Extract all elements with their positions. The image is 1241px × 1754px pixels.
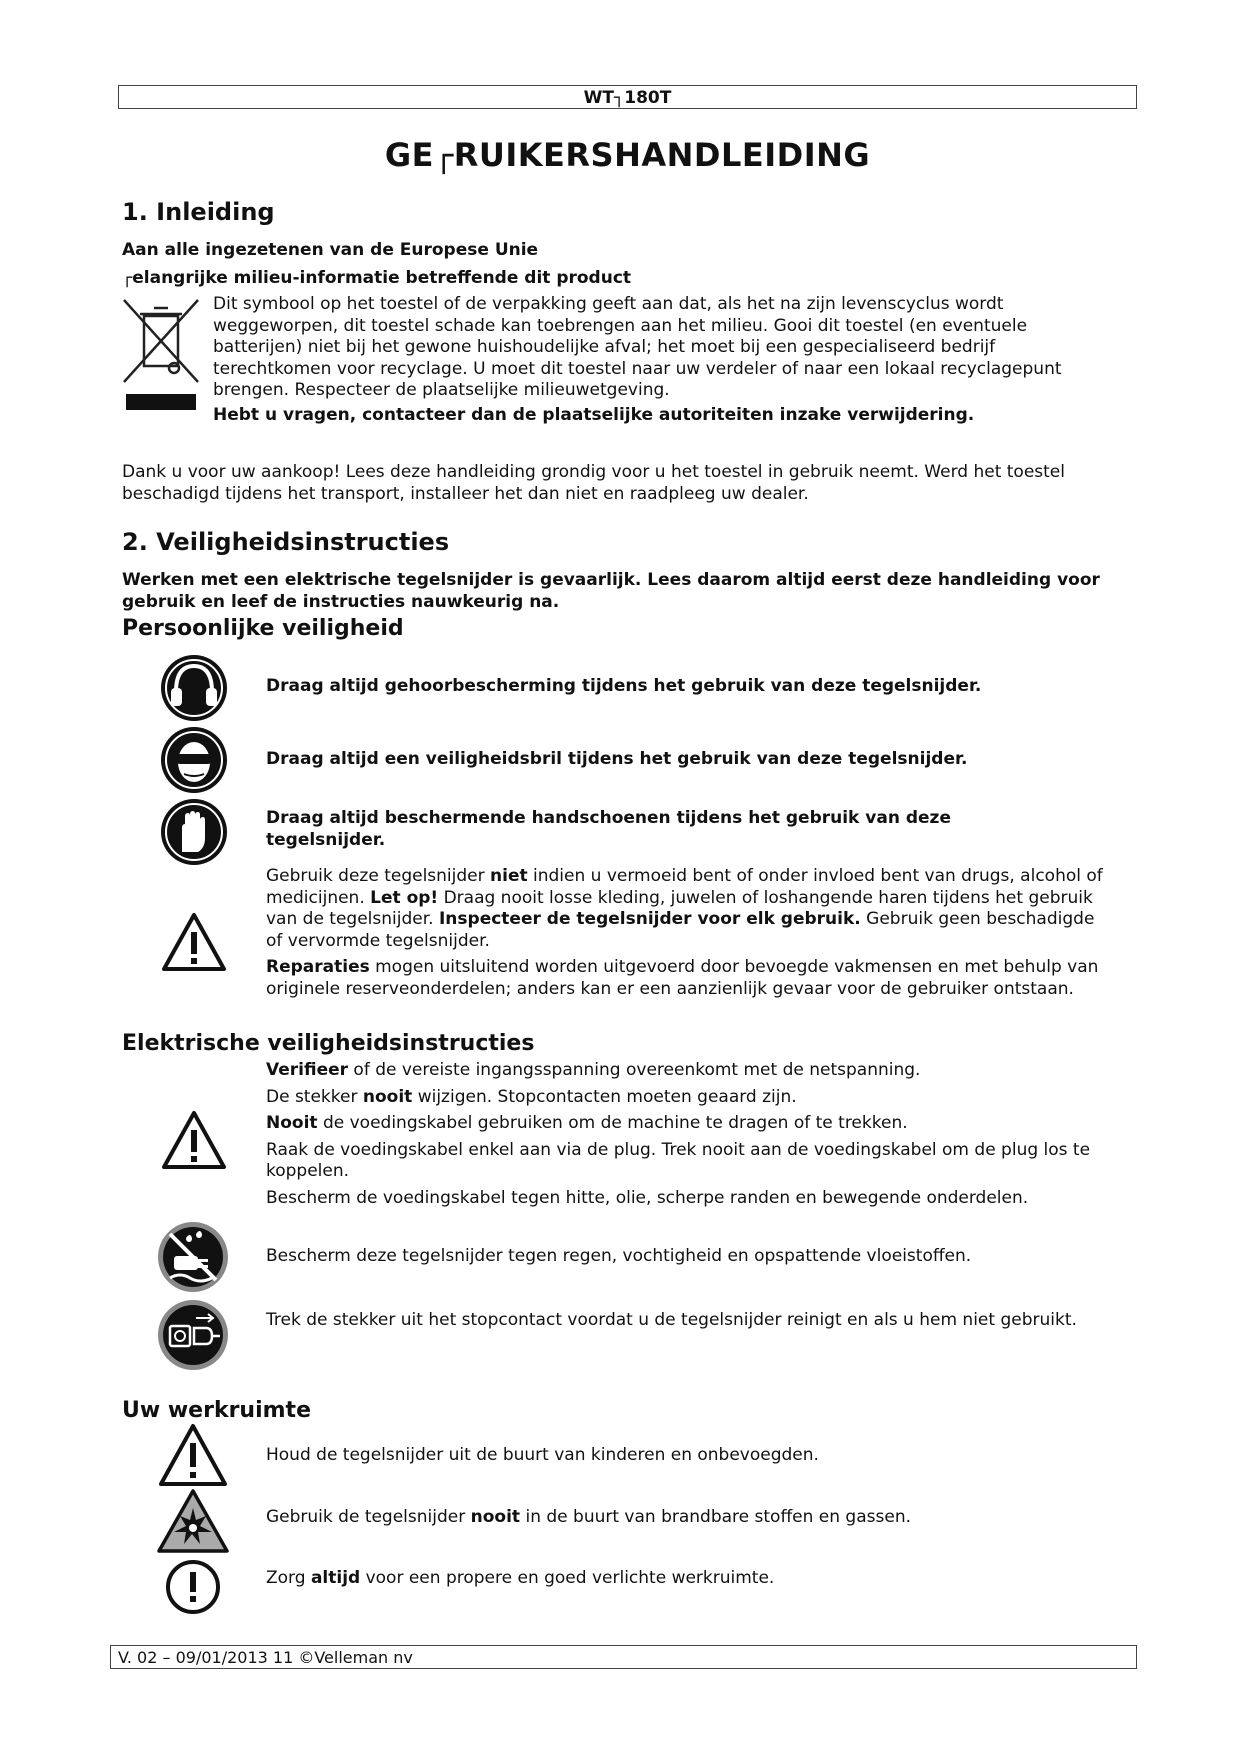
personal-heading: Persoonlijke veiligheid — [122, 616, 404, 641]
section2-intro: Werken met een elektrische tegelsnijder is gevaarlijk. Lees daarom altijd eerst deze handleiding voor gebruik en leef de instructies nauwkeurig na. — [122, 570, 1100, 612]
warning-paragraph-1: Gebruik deze tegelsnijder niet indien u vermoeid bent of onder invloed bent van drugs, alcohol of medicijnen. Let op! Draag nooit losse kleding, juwelen of loshangende haren tijdens het gebruik van de tegelsnijder. Inspecteer de tegelsnijder voor elk gebruik. Gebruik geen beschadigde of vervormde tegelsnijder. — [266, 866, 1103, 951]
workspace-warning-triangle-icon — [158, 1423, 228, 1487]
attention-circle-icon — [164, 1558, 222, 1616]
section1-heading: 1. Inleiding — [122, 198, 275, 226]
warning-triangle-icon — [161, 912, 227, 972]
page-title: GE┌RUIKERSHANDLEIDING — [384, 136, 871, 174]
flammable-text: Gebruik de tegelsnijder nooit in de buurt van brandbare stoffen en gassen. — [266, 1507, 911, 1527]
goggles-text: Draag altijd een veiligheidsbril tijdens het gebruik van deze tegelsnijder. — [266, 749, 968, 769]
warning-paragraph-2: Reparaties mogen uitsluitend worden uitgevoerd door bevoegde vakmensen en met behulp van originele reserveonderdelen; anders kan er een aanzienlijk gevaar voor de gebruiker ontstaan. — [266, 957, 1099, 999]
electric-heading: Elektrische veiligheidsinstructies — [122, 1031, 535, 1056]
clean-workspace-text: Zorg altijd voor een propere en goed verlichte werkruimte. — [266, 1568, 775, 1588]
workspace-heading: Uw werkruimte — [122, 1398, 311, 1423]
electric-item-2: De stekker nooit wijzigen. Stopcontacten moeten geaard zijn. — [266, 1086, 797, 1107]
thanks-text: Dank u voor uw aankoop! Lees deze handleiding grondig voor u het toestel in gebruik neemt. Werd het toestel beschadigd tijdens het transport, installeer het dan niet en raadpleeg uw dealer. — [122, 462, 1065, 504]
hearing-protection-icon — [160, 654, 228, 722]
electric-item-5: Bescherm de voedingskabel tegen hitte, olie, scherpe randen en bewegende onderdelen. — [266, 1187, 1029, 1208]
hearing-text: Draag altijd gehoorbescherming tijdens het gebruik van deze tegelsnijder. — [266, 676, 982, 696]
rain-protection-icon — [156, 1220, 230, 1294]
env-heading: ┌elangrijke milieu-informatie betreffende dit product — [122, 268, 632, 288]
weee-bold: Hebt u vragen, contacteer dan de plaatselijke autoriteiten inzake verwijdering. — [213, 405, 975, 425]
section2-heading: 2. Veiligheidsinstructies — [122, 528, 450, 556]
unplug-text: Trek de stekker uit het stopcontact voordat u de tegelsnijder reinigt en als u hem niet gebruikt. — [266, 1310, 1077, 1330]
header-model: WT┐180T — [583, 88, 672, 108]
electric-warning-triangle-icon — [161, 1110, 227, 1170]
electric-instructions-block — [266, 1060, 1106, 1214]
weee-text: Dit symbool op het toestel of de verpakking geeft aan dat, als het na zijn levenscyclus wordt weggeworpen, dit toestel schade kan toebrengen aan het milieu. Gooi dit toestel (en eventuele batterijen) niet bij het gewone huishoudelijke afval; het moet bij een gespecialiseerd bedrijf terechtkomen voor recyclage. U moet dit toestel naar uw verdeler of naar een lokaal recyclagepunt brengen. Respecteer de plaatselijke milieuwetgeving. — [213, 294, 1062, 400]
personal-warning-block — [266, 866, 1106, 1005]
gloves-text: Draag altijd beschermende handschoenen tijdens het gebruik van deze tegelsnijder. — [266, 808, 951, 850]
electric-item-1: Verifieer of de vereiste ingangsspanning overeenkomt met de netspanning. — [266, 1060, 921, 1080]
rain-text: Bescherm deze tegelsnijder tegen regen, vochtigheid en opspattende vloeistoffen. — [266, 1246, 972, 1266]
children-text: Houd de tegelsnijder uit de buurt van kinderen en onbevoegden. — [266, 1445, 819, 1465]
electric-item-3: Nooit de voedingskabel gebruiken om de machine te dragen of te trekken. — [266, 1113, 908, 1133]
protective-gloves-icon — [160, 798, 228, 866]
footer-text: V. 02 – 09/01/2013 11 ©Velleman nv — [118, 1648, 413, 1667]
weee-bin-icon — [122, 296, 200, 414]
eu-heading: Aan alle ingezetenen van de Europese Unie — [122, 240, 539, 260]
explosion-hazard-icon — [156, 1488, 230, 1554]
safety-goggles-icon — [160, 726, 228, 794]
electric-item-4: Raak de voedingskabel enkel aan via de plug. Trek nooit aan de voedingskabel om de plug los te koppelen. — [266, 1139, 1091, 1181]
unplug-icon — [156, 1298, 230, 1372]
